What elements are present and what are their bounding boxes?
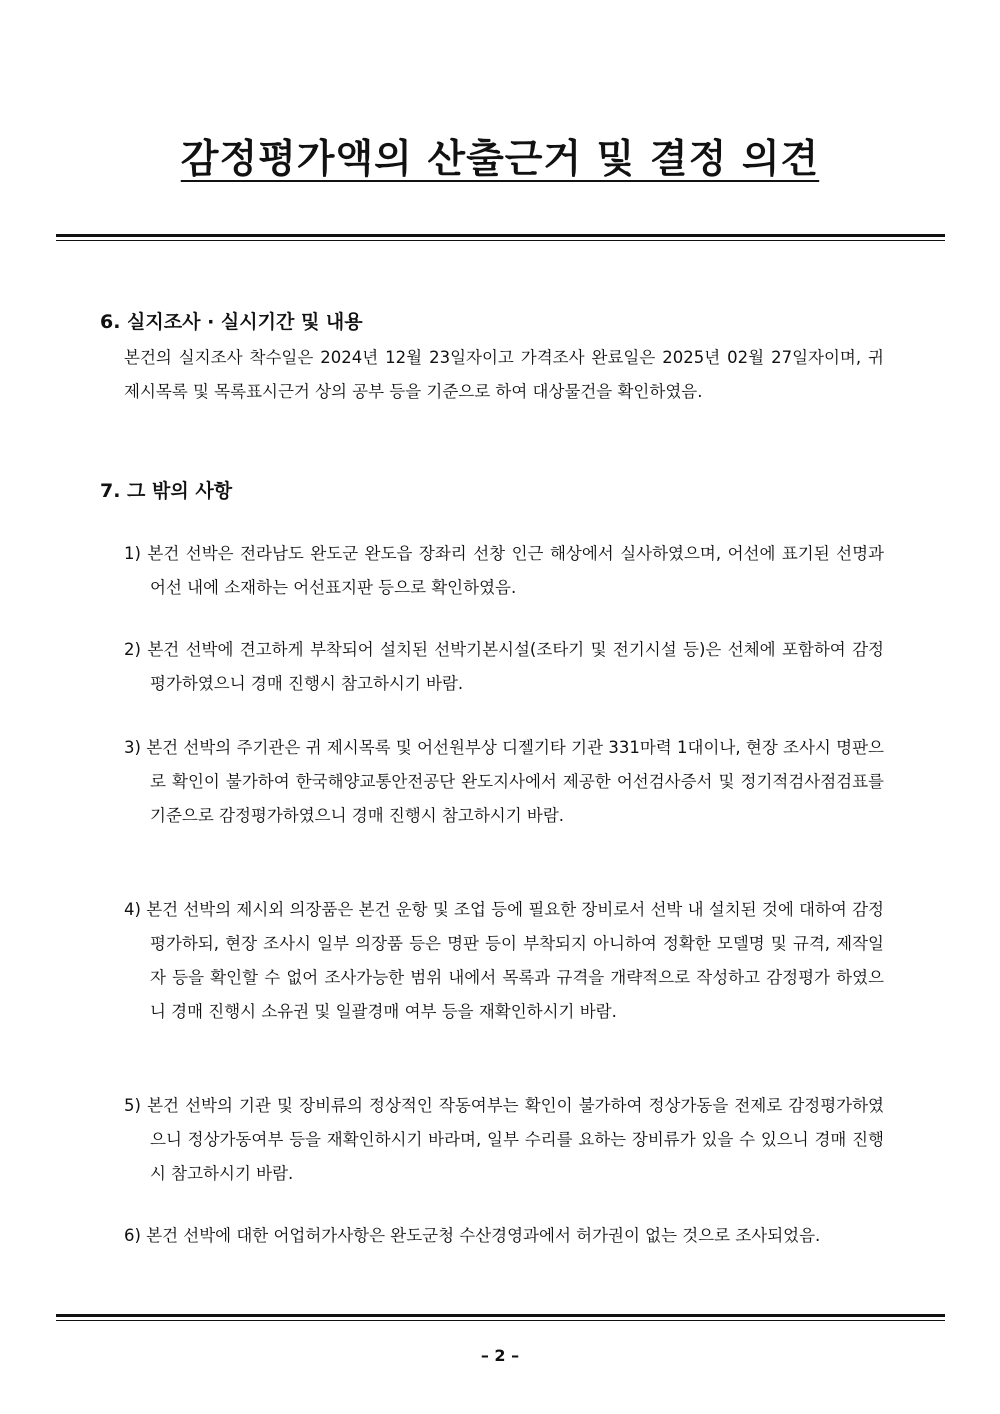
list-item-2: 2) 본건 선박에 견고하게 부착되어 설치된 선박기본시설(조타기 및 전기시설 등)은 선체에 포함하여 감정평가하였으니 경매 진행시 참고하시기 바람. [124,640,884,693]
section-7-heading: 7. 그 밖의 사항 [100,480,233,502]
page-title [0,128,1000,184]
list-item-6: 6) 본건 선박에 대한 어업허가사항은 완도군청 수산경영과에서 허가권이 없는 것으로 조사되었음. [124,1226,821,1245]
bottom-double-rule [56,1314,945,1321]
list-item-5: 5) 본건 선박의 기관 및 장비류의 정상적인 작동여부는 확인이 불가하여 정상가동을 전제로 감정평가하였으니 정상가동여부 등을 재확인하시기 바라며, 일부 수리를 요하는 장비류가 있을 수 있으니 경매 진행시 참고하시기 바람. [124,1096,884,1183]
page-number: – 2 – [480,1346,520,1365]
page-title-text: 감정평가액의 산출근거 및 결정 의견 [180,137,820,182]
list-item-1: 1) 본건 선박은 전라남도 완도군 완도읍 장좌리 선창 인근 해상에서 실사하였으며, 어선에 표기된 선명과 어선 내에 소재하는 어선표지판 등으로 확인하였음. [124,544,884,597]
list-item-4: 4) 본건 선박의 제시외 의장품은 본건 운항 및 조업 등에 필요한 장비로서 선박 내 설치된 것에 대하여 감정평가하되, 현장 조사시 일부 의장품 등은 명판 등이 부착되지 아니하여 정확한 모델명 및 규격, 제작일자 등을 확인할 수 없어 조사가능한 범위 내에서 목록과 규격을 개략적으로 작성하고 감정평가 하였으니 경매 진행시 소유권 및 일괄경매 여부 등을 재확인하시기 바람. [124,900,884,1021]
list-item-3: 3) 본건 선박의 주기관은 귀 제시목록 및 어선원부상 디젤기타 기관 331마력 1대이나, 현장 조사시 명판으로 확인이 불가하여 한국해양교통안전공단 완도지사에서 제공한 어선검사증서 및 정기적검사점검표를 기준으로 감정평가하였으니 경매 진행시 참고하시기 바람. [124,738,884,825]
top-double-rule [56,234,945,241]
section-6-body: 본건의 실지조사 착수일은 2024년 12월 23일자이고 가격조사 완료일은 2025년 02월 27일자이며, 귀 제시목록 및 목록표시근거 상의 공부 등을 기준으로 하여 대상물건을 확인하였음. [124,348,884,401]
section-6-heading: 6. 실지조사 · 실시기간 및 내용 [100,311,363,333]
